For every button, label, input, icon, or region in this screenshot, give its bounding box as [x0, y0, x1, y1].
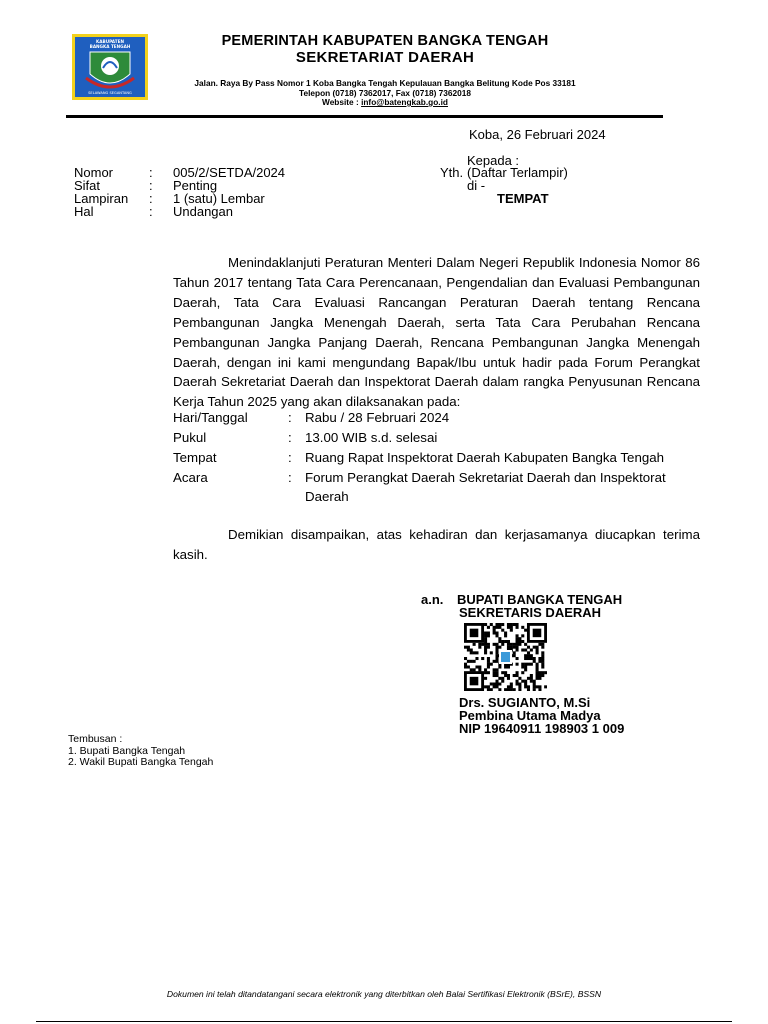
sig-name: Drs. SUGIANTO, M.Si — [459, 695, 591, 710]
recipient-di: di - — [467, 178, 486, 193]
svg-text:KABUPATEN: KABUPATEN — [96, 39, 124, 44]
body-closing — [173, 525, 700, 565]
sig-rank: Pembina Utama Madya — [459, 708, 601, 723]
website-link[interactable]: info@batengkab.go.id — [361, 97, 448, 107]
footer-divider — [36, 1021, 732, 1022]
letterhead-unit: SEKRETARIAT DAERAH — [295, 49, 475, 66]
meta-value: 005/2/SETDA/2024 — [173, 165, 286, 180]
recipient-name: (Daftar Terlampir) — [467, 165, 568, 180]
recipient-kepada: Kepada : — [467, 153, 520, 168]
recipient-tempat: TEMPAT — [497, 191, 549, 206]
meta-value: 1 (satu) Lembar — [173, 191, 265, 206]
detail-value: Ruang Rapat Inspektorat Daerah Kabupaten Bangka Tengah — [305, 450, 665, 465]
letterhead-website — [150, 98, 620, 108]
detail-label: Acara — [173, 470, 208, 485]
meta-label: Nomor — [74, 165, 114, 180]
meta-label: Sifat — [74, 178, 101, 193]
detail-sep: : — [288, 470, 292, 485]
meta-value: Undangan — [173, 204, 233, 219]
meta-sep: : — [149, 178, 153, 193]
letter-date: Koba, 26 Februari 2024 — [469, 127, 606, 142]
letterhead-address: Jalan. Raya By Pass Nomor 1 Koba Bangka Tengah Kepulauan Bangka Belitung Kode Pos 33181 — [194, 78, 576, 88]
regency-logo — [72, 34, 148, 100]
body-intro — [173, 253, 700, 412]
letterhead-phone: Telepon (0718) 7362017, Fax (0718) 7362018 — [299, 87, 471, 98]
meta-value: Penting — [173, 178, 218, 193]
detail-label: Pukul — [173, 430, 207, 445]
svg-text:BANGKA TENGAH: BANGKA TENGAH — [89, 44, 131, 49]
detail-sep: : — [288, 410, 292, 425]
detail-value: Forum Perangkat Daerah Sekretariat Daerah dan Inspektorat — [305, 470, 666, 485]
sig-title2: SEKRETARIS DAERAH — [459, 605, 602, 620]
cc-item: 2. Wakil Bupati Bangka Tengah — [68, 756, 214, 768]
meta-sep: : — [149, 191, 153, 206]
cc-list — [68, 734, 213, 769]
detail-label: Tempat — [173, 450, 217, 465]
cc-heading: Tembusan : — [68, 733, 123, 745]
closing-paragraph: Demikian disampaikan, atas kehadiran dan kerjasamanya diucapkan terima kasih. — [173, 527, 700, 562]
meta-label: Hal — [74, 204, 94, 219]
cc-item: 1. Bupati Bangka Tengah — [68, 744, 186, 757]
website-label: Website : — [322, 97, 359, 107]
detail-value: Rabu / 28 Februari 2024 — [305, 410, 450, 425]
letterhead-org: PEMERINTAH KABUPATEN BANGKA TENGAH — [221, 33, 549, 49]
recipient-yth: Yth. — [440, 165, 464, 180]
meta-label: Lampiran — [74, 191, 129, 206]
detail-label: Hari/Tanggal — [173, 410, 248, 425]
sig-title1: BUPATI BANGKA TENGAH — [457, 592, 623, 607]
detail-sep: : — [288, 450, 292, 465]
footer-note: Dokumen ini telah ditandatangani secara elektronik yang diterbitkan oleh Balai Sertifikasi Elektronik (BSrE), BSSN — [166, 989, 602, 999]
signature-qr-code — [464, 623, 547, 691]
meta-sep: : — [149, 204, 153, 219]
sig-an: a.n. — [421, 592, 444, 607]
sig-nip: NIP 19640911 198903 1 009 — [459, 721, 625, 736]
meta-sep: : — [149, 165, 153, 180]
detail-value-continued: Daerah — [305, 489, 349, 504]
header-divider — [66, 115, 663, 118]
detail-sep: : — [288, 430, 292, 445]
intro-paragraph: Menindaklanjuti Peraturan Menteri Dalam Negeri Republik Indonesia Nomor 86 Tahun 2017 tentang Tata Cara Perencanaan, Pengendalian dan Evaluasi Pembangunan Daerah, Tata Cara Evaluasi Rancangan Peraturan Daerah tentang Rencana Pembangunan Jangka Menengah Daerah, serta Tata Cara Perubahan Rencana Pembangunan Jangka Panjang Daerah, Rencana Pembangunan Jangka Menengah Daerah, dengan ini kami mengundang Bapak/Ibu untuk hadir pada Forum Perangkat Daerah Sekretariat Daerah dan Inspektorat Daerah dalam rangka Penyusunan Rencana Kerja Tahun 2025 yang akan dilaksanakan pada: — [173, 255, 700, 410]
svg-text:SELAWANG SEGANTANG: SELAWANG SEGANTANG — [88, 91, 132, 95]
detail-value: 13.00 WIB s.d. selesai — [305, 430, 438, 445]
